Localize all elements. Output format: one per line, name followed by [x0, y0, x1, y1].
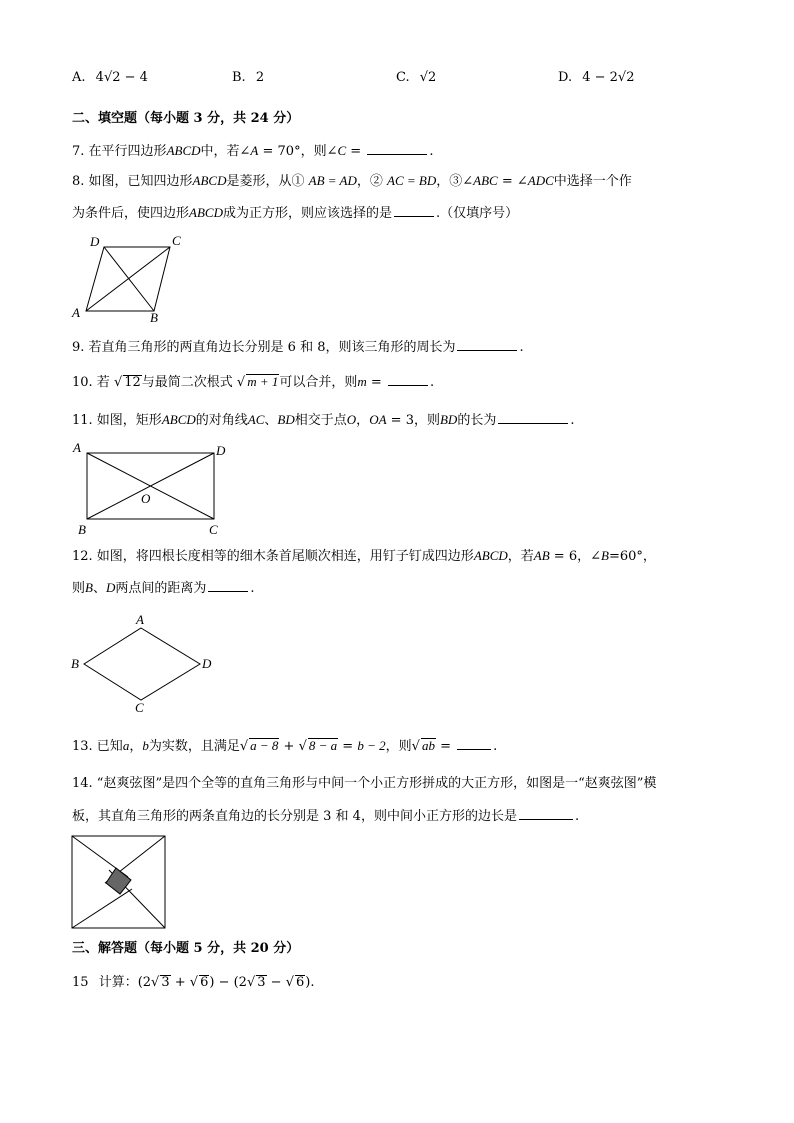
q12-label-c: C	[135, 700, 144, 715]
q8-line2-text-b: 成为正方形，则应该选择的是	[222, 206, 392, 221]
question-15: 15 计算：(2√ 3 + √ 6) − (2√ 3 − √ 6).	[72, 975, 315, 990]
q8-answer-blank[interactable]	[394, 204, 434, 217]
q15-expr-c: ) − (2	[209, 975, 247, 990]
q8-line2-text: 为条件后，使四边形	[72, 206, 190, 221]
question-10: 10. 若 √ 12与最简二次根式 √ m + 1可以合并，则m = .	[72, 374, 435, 390]
q10-radical-1: 12	[124, 375, 141, 390]
q10-var-m: m	[357, 374, 367, 389]
q8-sep2: ，③∠	[436, 174, 474, 189]
q11-label-a: A	[73, 440, 81, 455]
choice-d-expr: 4 − 2√2	[582, 70, 635, 85]
question-14-line-2	[72, 807, 579, 826]
question-8-line-2	[72, 204, 518, 223]
q13-radical-2: 8 − a	[308, 738, 338, 753]
q8-label-b: B	[150, 310, 158, 325]
question-11	[72, 411, 574, 430]
q7-angle-c: C	[337, 143, 347, 158]
q8-cond-3-eq: = ∠	[497, 174, 528, 189]
q11-bd-2: BD	[439, 412, 458, 427]
question-9	[72, 338, 524, 357]
q10-eq: =	[366, 375, 386, 390]
q12-text-c: = 6，∠	[549, 549, 601, 564]
q11-o: O	[346, 412, 357, 427]
q13-eq: =	[338, 739, 358, 754]
q12-line2-text-c: 两点间的距离为	[115, 581, 207, 596]
q11-comma: ，	[356, 413, 370, 428]
q8-line2-end: .（仅填序号）	[435, 206, 519, 221]
q14-zhao-shuang-figure	[70, 834, 170, 930]
question-13: 13. 已知a，b为实数，且满足√ a − 8 + √ 8 − a = b − 2，则√ ab = .	[72, 738, 498, 754]
q15-number: 15	[72, 975, 89, 990]
q12-point-d: D	[105, 580, 116, 595]
q8-label-d: D	[90, 234, 100, 249]
choice-d-label: D.	[558, 70, 573, 85]
section-2-heading: 二、填空题（每小题 3 分，共 24 分）	[72, 111, 300, 126]
q13-radical-3: ab	[421, 738, 435, 753]
q13-text-d: ，则	[385, 739, 412, 754]
q11-text-d: 相交于点	[294, 413, 347, 428]
question-8-line-1	[72, 172, 632, 191]
choice-d[interactable]	[558, 70, 635, 85]
q11-ac: AC	[247, 412, 265, 427]
q9-answer-blank[interactable]	[457, 338, 517, 351]
question-12-line-2	[72, 579, 255, 598]
q8-line2-abcd: ABCD	[189, 205, 223, 220]
q8-text: 8. 如图，已知四边形	[72, 174, 193, 189]
q8-rhombus-figure	[70, 232, 190, 325]
q13-eq2: =	[435, 739, 456, 754]
q15-expr-e: )	[305, 975, 311, 990]
q7-answer-blank[interactable]	[367, 142, 427, 155]
q12-end: .	[250, 581, 255, 596]
q15-radical-1: 3	[161, 975, 170, 990]
choice-a-expr: 4√2 − 4	[95, 70, 148, 85]
q8-cond-1: AB = AD	[308, 173, 357, 188]
q8-cond-3b: ADC	[527, 173, 554, 188]
q11-text-g: 的长为	[457, 413, 497, 428]
q12-label-d: D	[202, 656, 212, 671]
q11-label-d: D	[216, 443, 226, 458]
choice-b-label: B.	[232, 70, 246, 85]
q12-line2-sep: 、	[92, 581, 106, 596]
q13-var-b: b	[142, 738, 149, 753]
q13-radical-1: a − 8	[250, 738, 279, 753]
q14-answer-blank[interactable]	[519, 807, 573, 820]
q11-rectangle-figure	[70, 440, 240, 540]
q9-text: 9. 若直角三角形的两直角边长分别是 6 和 8，则该三角形的周长为	[72, 340, 456, 355]
q10-text: 10. 若	[72, 375, 110, 390]
q14-inner-square	[106, 868, 131, 894]
q10-answer-blank[interactable]	[388, 373, 428, 386]
q8-label-a: A	[72, 305, 80, 320]
q11-label-b: B	[78, 522, 86, 537]
q7-abcd: ABCD	[166, 143, 201, 158]
q14-end: .	[574, 809, 580, 824]
q12-angle-b: B	[601, 548, 609, 563]
q12-text: 12. 如图，将四根长度相等的细木条首尾顺次相连，用钉子钉成四边形	[72, 549, 474, 564]
q15-expr-b: +	[170, 975, 190, 990]
choice-a-label: A.	[72, 70, 86, 85]
q13-answer-blank[interactable]	[457, 737, 491, 750]
q11-label-o: O	[141, 491, 151, 506]
q8-text-c: 中选择一个作	[553, 174, 632, 189]
q15-expr-d: −	[266, 975, 286, 990]
q8-text-b: 是菱形，从①	[226, 174, 309, 189]
q15-end: .	[310, 975, 315, 990]
q15-radical-2: 6	[200, 975, 209, 990]
q9-end: .	[519, 340, 524, 355]
q11-end: .	[570, 413, 575, 428]
q12-point-b: B	[85, 580, 93, 595]
q11-sep: 、	[264, 413, 278, 428]
q13-var-a: a	[122, 738, 130, 753]
q11-abcd: ABCD	[161, 412, 196, 427]
question-14-line-1: 14. “赵爽弦图”是四个全等的直角三角形与中间一个小正方形拼成的大正方形，如图是一“赵爽弦图”模	[72, 776, 657, 791]
q13-end: .	[493, 739, 498, 754]
question-12-line-1	[72, 547, 656, 566]
q8-cond-2: AC = BD	[387, 173, 437, 188]
q12-answer-blank[interactable]	[208, 579, 248, 592]
q12-line2-text: 则	[72, 581, 86, 596]
q7-eq2: =	[346, 144, 366, 159]
q7-text-b: 中，若∠	[200, 144, 251, 159]
q11-text: 11. 如图，矩形	[72, 413, 162, 428]
q8-cond-3a: ABC	[473, 173, 498, 188]
q7-eq: = 70°，则∠	[258, 144, 338, 159]
q15-label: 计算：	[98, 975, 138, 990]
choice-c-expr: √2	[419, 70, 437, 85]
q10-end: .	[429, 375, 435, 390]
q13-comma: ，	[129, 739, 143, 754]
q7-angle-a: A	[250, 143, 259, 158]
q12-abcd: ABCD	[473, 548, 508, 563]
section-3-heading: 三、解答题（每小题 5 分，共 20 分）	[72, 941, 300, 956]
choice-b[interactable]	[232, 70, 264, 85]
q7-text: 在平行四边形	[88, 144, 167, 159]
q8-label-c: C	[172, 233, 181, 248]
q15-radical-4: 6	[296, 975, 305, 990]
q7-end: .	[429, 144, 434, 159]
choice-a[interactable]	[72, 70, 148, 85]
q12-label-a: A	[136, 612, 144, 627]
q13-plus: +	[279, 739, 299, 754]
q12-text-d: =60°，	[608, 549, 656, 564]
q12-rhombus-figure	[68, 612, 228, 715]
q14-text: 板，其直角三角形的两条直角边的长分别是 3 和 4，则中间小正方形的边长是	[72, 809, 517, 824]
q12-ab: AB	[533, 548, 550, 563]
q13-rhs: b − 2	[357, 738, 386, 753]
q11-text-f: = 3，则	[386, 413, 440, 428]
q15-radical-3: 3	[257, 975, 266, 990]
q15-expr-a: (2	[137, 975, 152, 990]
q10-radical-2: m + 1	[247, 374, 279, 389]
q11-answer-blank[interactable]	[498, 411, 568, 424]
q12-text-b: ，若	[507, 549, 534, 564]
q8-abcd: ABCD	[192, 173, 227, 188]
q10-text-c: 可以合并，则	[279, 375, 358, 390]
q12-label-b: B	[71, 656, 79, 671]
q11-oa: OA	[369, 412, 387, 427]
q13-text: 13. 已知	[72, 739, 123, 754]
q8-sep: ，②	[356, 174, 388, 189]
q11-bd: BD	[277, 412, 295, 427]
q10-text-b: 与最简二次根式	[141, 375, 233, 390]
q11-text-b: 的对角线	[195, 413, 248, 428]
choice-b-expr: 2	[255, 70, 265, 85]
choice-c[interactable]	[396, 70, 436, 85]
q13-text-c: 为实数，且满足	[148, 739, 240, 754]
q7-number: 7.	[72, 144, 85, 159]
question-7	[72, 142, 433, 161]
q11-label-c: C	[209, 522, 218, 537]
choice-c-label: C.	[396, 70, 410, 85]
